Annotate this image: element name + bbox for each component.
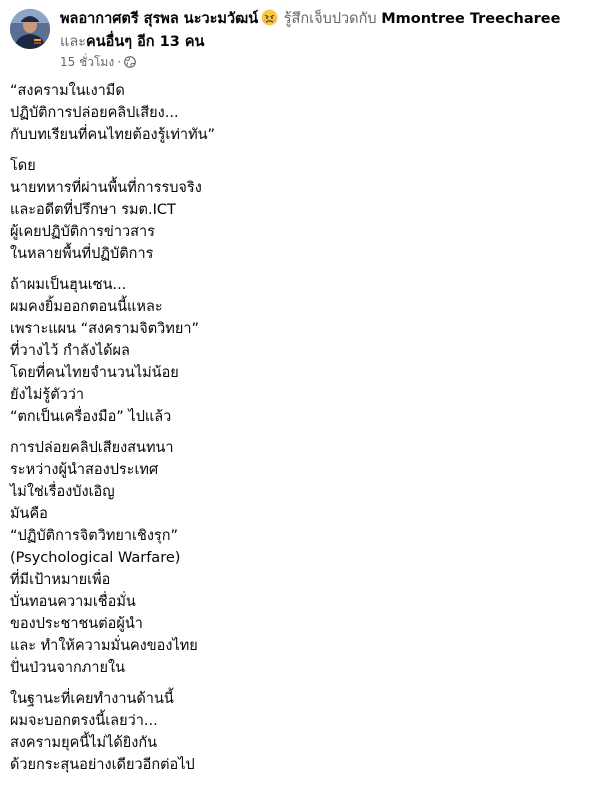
and-text: และ: [60, 34, 87, 50]
post-text-line: ในฐานะที่เคยทำงานด้านนี้: [10, 691, 174, 707]
post-text-line: “ปฏิบัติการจิตวิทยาเชิงรุก”: [10, 528, 178, 544]
globe-icon[interactable]: [124, 56, 136, 72]
post-text-line: “ตกเป็นเครื่องมือ” ไปแล้ว: [10, 409, 172, 425]
author-name[interactable]: พลอากาศตรี สุรพล นะวะมวัฒน์: [60, 11, 259, 27]
post-paragraph: [10, 80, 590, 146]
post-text-line: สงครามยุคนี้ไม่ได้ยิงกัน: [10, 735, 158, 751]
timestamp-link[interactable]: 15 ชั่วโมง: [60, 55, 115, 69]
post-paragraph: [10, 155, 590, 265]
post-paragraph: [10, 437, 590, 679]
header-line-2: [60, 32, 600, 52]
post-text-line: โดยที่คนไทยจำนวนไม่น้อย: [10, 365, 179, 381]
meta-separator: ·: [117, 55, 122, 69]
tagged-person-link[interactable]: Mmontree Treecharee: [381, 11, 561, 27]
post-text-line: มันคือ: [10, 506, 48, 522]
feeling-text: รู้สึกเจ็บปวดกับ: [283, 11, 377, 27]
header-text: [60, 9, 600, 52]
post-text-line: ที่วางไว้ กำลังได้ผล: [10, 343, 130, 359]
post-text-line: ด้วยกระสุนอย่างเดียวอีกต่อไป: [10, 757, 195, 773]
post-text-line: ในหลายพื้นที่ปฏิบัติการ: [10, 246, 154, 262]
post-header: [10, 9, 595, 69]
post-paragraph: [10, 688, 590, 776]
post-text-line: (Psychological Warfare): [10, 550, 181, 566]
post-text-line: ของประชาชนต่อผู้นำ: [10, 616, 143, 632]
post-text-line: ที่มีเป้าหมายเพื่อ: [10, 572, 111, 588]
post-body: [10, 80, 590, 785]
post-text-line: ปั่นป่วนจากภายใน: [10, 660, 125, 676]
post-text-line: กับบทเรียนที่คนไทยต้องรู้เท่าทัน”: [10, 127, 216, 143]
post-text-line: ผมจะบอกตรงนี้เลยว่า...: [10, 713, 158, 729]
post-text-line: เพราะแผน “สงครามจิตวิทยา”: [10, 321, 199, 337]
post-text-line: ระหว่างผู้นำสองประเทศ: [10, 462, 159, 478]
post-text-line: ยังไม่รู้ตัวว่า: [10, 387, 85, 403]
post-text-line: ปฏิบัติการปล่อยคลิปเสียง...: [10, 105, 179, 121]
post-text-line: ผู้เคยปฏิบัติการข่าวสาร: [10, 224, 155, 240]
avatar[interactable]: [10, 9, 50, 49]
post-text-line: ผมคงยิ้มออกตอนนี้แหละ: [10, 299, 163, 315]
others-link[interactable]: คนอื่นๆ อีก 13 คน: [86, 34, 205, 50]
post-text-line: การปล่อยคลิปเสียงสนทนา: [10, 440, 174, 456]
hurt-emoji-icon: [261, 9, 278, 32]
post-text-line: ไม่ใช่เรื่องบังเอิญ: [10, 484, 115, 500]
post-paragraph: [10, 274, 590, 428]
post-meta: [60, 54, 136, 72]
post-text-line: และอดีตที่ปรึกษา รมต.ICT: [10, 202, 176, 218]
header-line-1: [60, 9, 600, 32]
post-text-line: ถ้าผมเป็นฮุนเซน...: [10, 277, 127, 293]
post-text-line: “สงครามในเงามืด: [10, 83, 125, 99]
post-text-line: นายทหารที่ผ่านพื้นที่การรบจริง: [10, 180, 202, 196]
post-text-line: และ ทำให้ความมั่นคงของไทย: [10, 638, 198, 654]
post-text-line: โดย: [10, 158, 36, 174]
post-text-line: บั่นทอนความเชื่อมั่น: [10, 594, 136, 610]
